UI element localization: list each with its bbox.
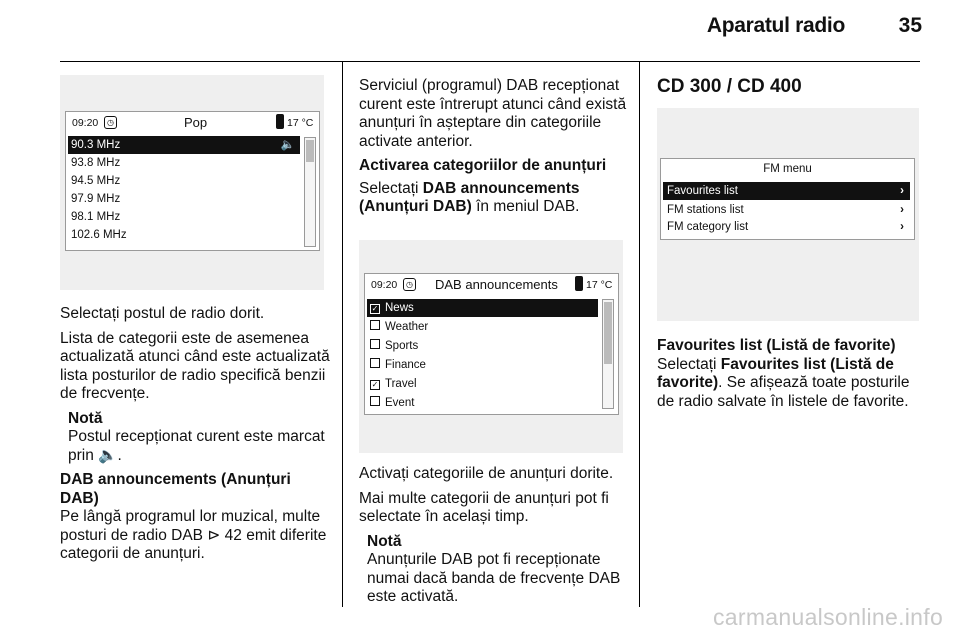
checkbox-item[interactable]: ✓ Travel: [371, 378, 417, 390]
scrollbar-thumb[interactable]: [306, 140, 314, 162]
temperature: 17 °C: [287, 117, 314, 129]
paragraph: Selectați DAB announcements (Anunțuri DAB) în meniul DAB.: [359, 179, 580, 215]
chevron-right-icon: ›: [900, 185, 904, 197]
list-item[interactable]: 94.5 MHz: [71, 175, 121, 187]
note-title: Notă: [367, 532, 402, 550]
checkbox-item[interactable]: Sports: [370, 337, 418, 355]
section-heading: CD 300 / CD 400: [657, 76, 802, 97]
clock-time: 09:20: [371, 279, 398, 291]
column-2-text-top: [359, 77, 631, 223]
column-2-text-bottom: [359, 465, 634, 613]
screen-title: FM menu: [763, 163, 812, 175]
checkbox-unchecked-icon: [370, 358, 380, 368]
section-subheading: Activarea categoriilor de anunțuri: [359, 157, 607, 174]
clock-icon: ◷: [104, 116, 117, 129]
section-subheading: Favourites list (Listă de favorite): [657, 337, 896, 354]
paragraph: Pe lângă programul lor muzical, multe posturi de radio DAB ⊳ 42 emit diferite categorii de anunțuri.: [60, 508, 327, 562]
chevron-right-icon: ›: [900, 221, 904, 233]
temperature: 17 °C: [586, 279, 613, 291]
column-divider-1: [342, 62, 343, 607]
list-item[interactable]: 93.8 MHz: [71, 157, 121, 169]
paragraph: Selectați Favourites list (Listă de favorite). Se afișează toate posturile de radio salvate în listele de favorite.: [657, 355, 910, 410]
checkbox-item[interactable]: Weather: [370, 318, 428, 336]
clock-time: 09:20: [72, 117, 99, 129]
menu-item-fm-category[interactable]: FM category list ›: [663, 218, 910, 236]
section-heading: DAB announcements (Anunțuri DAB): [60, 471, 291, 507]
page-header-title: Aparatul radio: [706, 14, 845, 37]
speaker-icon: 🔈: [98, 446, 118, 464]
page-reference-link[interactable]: 42: [224, 526, 242, 544]
speaker-icon: 🔈: [280, 139, 295, 151]
checkbox-item[interactable]: ✓ News: [367, 299, 598, 317]
list-item[interactable]: 90.3 MHz 🔈: [68, 136, 300, 154]
checkbox-checked-icon: ✓: [371, 380, 379, 389]
paragraph: Selectați postul de radio dorit.: [60, 305, 265, 322]
checkbox-unchecked-icon: [370, 339, 380, 349]
fm-menu-display: [660, 158, 915, 240]
list-item[interactable]: 97.9 MHz: [71, 193, 121, 205]
checkbox-item[interactable]: Finance: [370, 356, 426, 374]
note-title: Notă: [68, 409, 103, 427]
paragraph: Mai multe categorii de anunțuri pot fi selectate în același timp.: [359, 489, 609, 525]
checkbox-unchecked-icon: [370, 320, 380, 330]
status-bar: [365, 274, 618, 296]
column-divider-2: [639, 62, 640, 607]
note-text: Anunțurile DAB pot fi recepționate numai dacă banda de frecvențe DAB este activată.: [367, 551, 621, 605]
page-number: 35: [898, 14, 922, 37]
scrollbar[interactable]: [602, 299, 614, 409]
radio-screen-panel: [60, 75, 324, 290]
header-rule: [60, 61, 920, 62]
watermark: carmanualsonline.info: [713, 604, 944, 630]
note-text: Postul recepționat curent este marcat prin: [68, 428, 325, 464]
thermometer-icon: [575, 276, 583, 291]
note-box: [367, 533, 634, 607]
clock-icon: ◷: [403, 278, 416, 291]
scrollbar[interactable]: [304, 137, 316, 247]
list-item[interactable]: 102.6 MHz: [71, 229, 127, 241]
screen-title: Pop: [184, 115, 208, 130]
status-bar: [66, 112, 319, 134]
paragraph: Lista de categorii este de asemenea actualizată atunci când este actualizată lista posturilor de radio specifică benzii de frecvențe.: [60, 329, 330, 402]
paragraph: Activați categoriile de anunțuri dorite.: [359, 465, 614, 482]
dab-display: [364, 273, 619, 415]
column-1-text: [60, 305, 330, 570]
dab-screen-panel: [359, 240, 623, 453]
column-3-text: [657, 337, 922, 417]
menu-item-favourites[interactable]: Favourites list ›: [663, 182, 910, 200]
thermometer-icon: [276, 114, 284, 129]
scrollbar-thumb[interactable]: [604, 302, 612, 364]
menu-item-fm-stations[interactable]: FM stations list ›: [663, 201, 910, 219]
checkbox-unchecked-icon: [370, 396, 380, 406]
page-reference-icon: ⊳: [207, 526, 221, 544]
fm-menu-panel: [657, 108, 919, 321]
list-item[interactable]: 98.1 MHz: [71, 211, 121, 223]
screen-title: DAB announcements: [435, 277, 558, 292]
radio-display: [65, 111, 320, 251]
chevron-right-icon: ›: [900, 204, 904, 216]
checkbox-checked-icon: ✓: [371, 304, 379, 313]
paragraph: Serviciul (programul) DAB recepționat curent este întrerupt atunci când există anunțuri în așteptare din categoriile activate anterior.: [359, 77, 627, 150]
note-box: Notă Postul recepționat curent este marcat prin 🔈.: [68, 410, 330, 466]
checkbox-item[interactable]: Event: [370, 394, 414, 412]
